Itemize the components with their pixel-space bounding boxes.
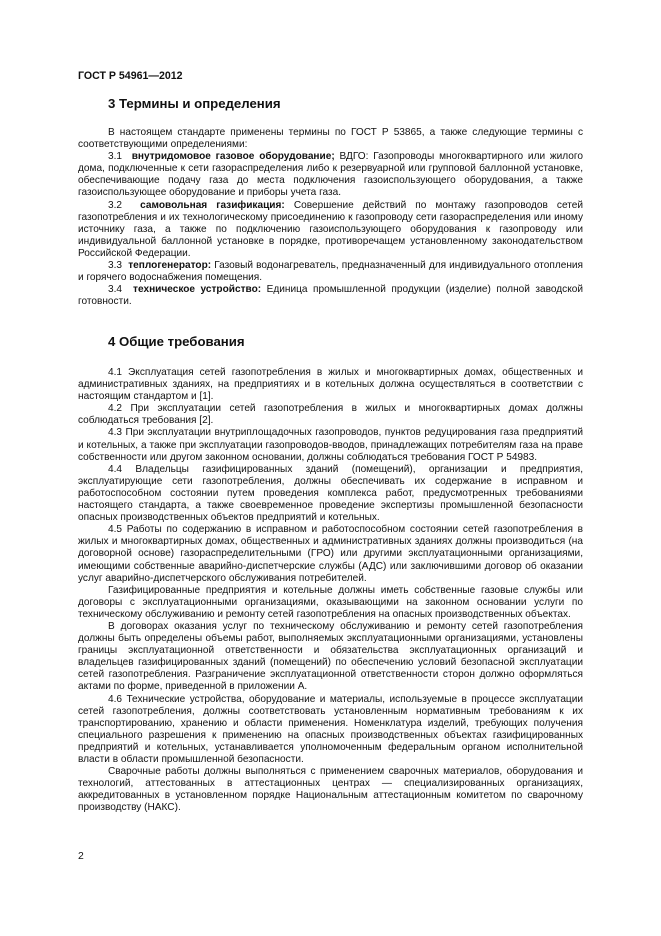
term-name: внутридомовое газовое оборудование; — [131, 151, 335, 163]
term-name: теплогенератор: — [128, 260, 212, 272]
paragraph-4-3: 4.3 При эксплуатации внутриплощадочных газопроводов, пунктов редуцирования газа предприятий и котельных, а также при эксплуатации газопроводов-вводов, принадлежащих потребителям газа на праве собственности или другом законном основании, должны соблюдаться требования ГОСТ Р 54983. — [78, 427, 583, 463]
section-3-body — [78, 127, 583, 308]
term-3-1: 3.1 внутридомовое газовое оборудование; ВДГО: Газопроводы многоквартирного или жилого дома, подключенные к сети газораспределения либо к резервуарной или групповой баллонной установке, обеспечивающие подачу газа до места подключения газоиспользующего оборудования, а также газоиспользующее оборудование и приборы учета газа. — [78, 151, 583, 199]
paragraph-4-6-b: Сварочные работы должны выполняться с применением сварочных материалов, оборудования и технологий, аттестованных в аттестационных центрах — специализированных организациях, аккредитованных в установленном порядке Национальным аттестационным комитетом по сварочному производству (НАКС). — [78, 766, 583, 814]
term-name: самовольная газификация: — [140, 199, 285, 211]
term-name: техническое устройство: — [133, 284, 262, 296]
paragraph-4-5: 4.5 Работы по содержанию в исправном и работоспособном состоянии сетей газопотребления в жилых и многоквартирных домах, общественных и административных зданиях должны производиться (на договорной основе) газораспределительными (ГРО) или другими эксплуатационными организациями, имеющими собственные аварийно-диспетчерские службы (АДС) или заключившими договор об оказании услуг аварийно-диспетчерского обслуживания потребителей. — [78, 524, 583, 584]
paragraph-4-5-b: Газифицированные предприятия и котельные должны иметь собственные газовые службы или договоры с эксплуатационными организациями, оказывающими на законном основании услуги по техническому обслуживанию и ремонту сетей газопотребления на опасных производственных объектах. — [78, 584, 583, 620]
term-3-3: 3.3 теплогенератор: Газовый водонагреватель, предназначенный для индивидуального отопления и горячего водоснабжения помещения. — [78, 260, 583, 284]
paragraph-4-2: 4.2 При эксплуатации сетей газопотребления в жилых и многоквартирных домах должны соблюдаться требования [2]. — [78, 403, 583, 427]
paragraph-4-5-c: В договорах оказания услуг по техническому обслуживанию и ремонту сетей газопотребления должны быть определены объемы работ, выполняемых эксплуатационными организациями, установлены границы эксплуатационной ответственности и обязательства эксплуатационных организаций и владельцев газифицированных зданий (помещений) по обеспечению условий безопасной эксплуатации сетей газопотребления. Разграничение эксплуатационной ответственности сторон должно оформляться актами по форме, приведенной в приложении А. — [78, 620, 583, 693]
paragraph-4-4: 4.4 Владельцы газифицированных зданий (помещений), организации и предприятия, эксплуатирующие сети газопотребления, должны обеспечивать их содержание в исправном и работоспособном состоянии путем проведения комплекса работ, предусмотренных требованиями настоящего стандарта, а также своевременное проведение экспертизы промышленной безопасности опасных производственных объектов предприятий и котельных. — [78, 463, 583, 524]
section-3-intro: В настоящем стандарте применены термины по ГОСТ Р 53865, а также следующие термины с соответствующими определениями: — [78, 127, 583, 151]
paragraph-4-1: 4.1 Эксплуатация сетей газопотребления в жилых и многоквартирных домах, общественных и административных зданиях, на предприятиях и в котельных должна осуществляться в соответствии с настоящим стандартом и [1]. — [78, 367, 583, 403]
paragraph-4-6: 4.6 Технические устройства, оборудование и материалы, используемые в процессе эксплуатации сетей газопотребления, должны соответствовать установленным нормативным требованиям к их транспортированию, хранению и области применения. Номенклатура изделий, требующих получения специального разрешения к применению на опасных производственных объектах газифицированных предприятий и котельных, устанавливается уполномоченным федеральным органом исполнительной власти в области промышленной безопасности. — [78, 693, 583, 765]
term-3-4: 3.4 техническое устройство: Единица промышленной продукции (изделие) полной заводской готовности. — [78, 284, 583, 308]
section-4-heading: 4 Общие требования — [108, 334, 245, 349]
document-id: ГОСТ Р 54961—2012 — [78, 70, 183, 82]
term-3-2: 3.2 самовольная газификация: Совершение действий по монтажу газопроводов сетей газопотребления и их технологическому присоединению к газопроводу сети газораспределения или иному источнику газа, а также по подключению газоиспользующего оборудования к газопроводу или индивидуальной баллонной установке в порядке, противоречащем установленному законодательством Российской Федерации. — [78, 199, 583, 259]
section-4-body — [78, 367, 583, 814]
page-number: 2 — [78, 851, 84, 862]
section-3-heading: 3 Термины и определения — [108, 96, 281, 111]
